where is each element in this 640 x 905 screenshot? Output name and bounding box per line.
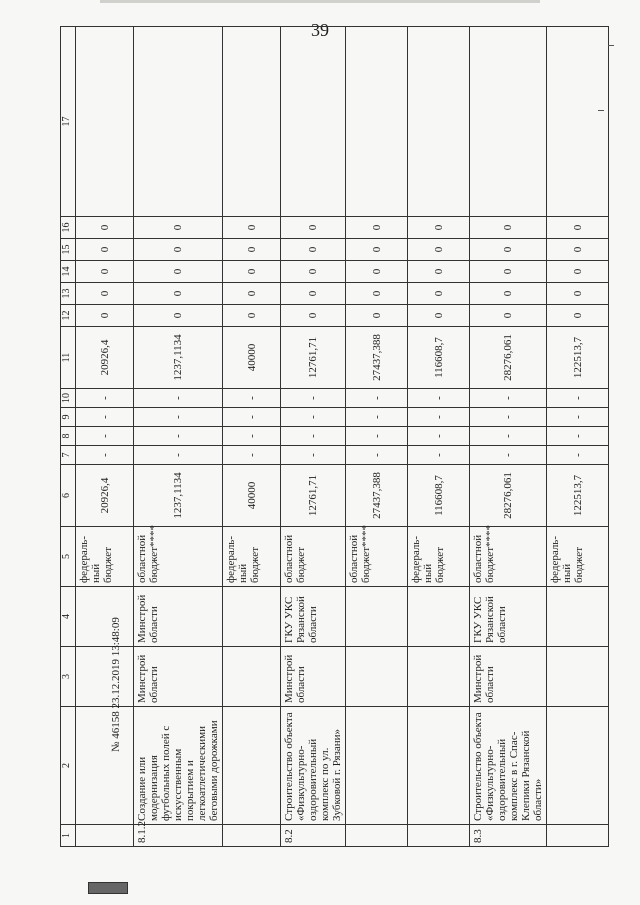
table-row [134, 27, 223, 847]
year-value-dash: - [134, 427, 223, 446]
column-number-16: 16 [61, 217, 76, 239]
year-value-zero: 0 [223, 217, 281, 239]
table-row [470, 27, 547, 847]
total-value: 12761,71 [281, 465, 346, 527]
event-name: Строительство объекта «Физкультурно-оздоровительный комплекс в г. Спас-Клепики Рязанской области» [470, 707, 547, 825]
year-value-zero: 0 [134, 283, 223, 305]
year-value-zero: 0 [547, 283, 609, 305]
year-value-dash: - [134, 389, 223, 408]
budget-table-container [60, 27, 640, 847]
year-value-zero: 0 [76, 239, 134, 261]
recipient [223, 587, 281, 647]
page-number: 39 [311, 20, 329, 40]
funding-source: областной бюджет**** [470, 527, 547, 587]
year-value-zero: 0 [281, 305, 346, 327]
year-value-dash: - [408, 446, 470, 465]
column-number-7: 7 [61, 446, 76, 465]
executor: Минстрой области [134, 647, 223, 707]
total-value: 27437,388 [346, 465, 408, 527]
funding-source: федераль- ный бюджет [547, 527, 609, 587]
year-value-dash: - [223, 427, 281, 446]
year-value-dash: - [547, 427, 609, 446]
year-value-dash: - [134, 408, 223, 427]
year-value-zero: 0 [223, 283, 281, 305]
executor [547, 647, 609, 707]
year-value-dash: - [470, 446, 547, 465]
column-number-12: 12 [61, 305, 76, 327]
year-value-dash: - [76, 408, 134, 427]
column-number-6: 6 [61, 465, 76, 527]
event-name [346, 707, 408, 825]
year-value-zero: 0 [547, 239, 609, 261]
year-value-zero: 0 [346, 217, 408, 239]
year-value-zero: 0 [134, 239, 223, 261]
year-value-zero: 0 [281, 261, 346, 283]
total-value: 116608,7 [408, 465, 470, 527]
year-value-dash: - [408, 389, 470, 408]
event-name: Строительство объекта «Физкультурно-оздоровительный комплекс по ул. Зубковой г. Рязани» [281, 707, 346, 825]
table-row [547, 27, 609, 847]
event-name [76, 707, 134, 825]
year-value-dash: - [547, 408, 609, 427]
total-value: 40000 [223, 465, 281, 527]
scan-mark [598, 110, 604, 111]
recipient [408, 587, 470, 647]
year-value-zero: 0 [281, 283, 346, 305]
year-value-dash: - [281, 446, 346, 465]
year-value-dash: - [223, 389, 281, 408]
funding-source: федераль- ный бюджет [408, 527, 470, 587]
executor [223, 647, 281, 707]
table-row [223, 27, 281, 847]
year-value-dash: - [547, 446, 609, 465]
column-number-13: 13 [61, 283, 76, 305]
year-value-dash: - [76, 389, 134, 408]
event-name [547, 707, 609, 825]
year-value-zero: 0 [470, 283, 547, 305]
row-number [223, 825, 281, 847]
year-value: 122513,7 [547, 327, 609, 389]
year-value-dash: - [346, 408, 408, 427]
recipient [346, 587, 408, 647]
funding-source: областной бюджет [281, 527, 346, 587]
column-number-2: 2 [61, 707, 76, 825]
column-17-empty [547, 27, 609, 217]
column-number-11: 11 [61, 327, 76, 389]
year-value-zero: 0 [76, 217, 134, 239]
total-value: 28276,061 [470, 465, 547, 527]
column-number-15: 15 [61, 239, 76, 261]
year-value-zero: 0 [76, 305, 134, 327]
year-value-zero: 0 [346, 283, 408, 305]
executor [346, 647, 408, 707]
column-number-17: 17 [61, 27, 76, 217]
year-value-dash: - [76, 446, 134, 465]
year-value-zero: 0 [470, 217, 547, 239]
column-number-9: 9 [61, 408, 76, 427]
row-number: 8.2 [281, 825, 346, 847]
year-value-zero: 0 [281, 217, 346, 239]
year-value-dash: - [134, 446, 223, 465]
year-value-dash: - [281, 408, 346, 427]
year-value-dash: - [408, 427, 470, 446]
row-number: 8.3 [470, 825, 547, 847]
year-value-dash: - [281, 427, 346, 446]
event-name [408, 707, 470, 825]
column-17-empty [470, 27, 547, 217]
year-value-dash: - [470, 408, 547, 427]
column-number-14: 14 [61, 261, 76, 283]
recipient [76, 587, 134, 647]
year-value: 27437,388 [346, 327, 408, 389]
year-value-dash: - [346, 446, 408, 465]
executor [408, 647, 470, 707]
executor [76, 647, 134, 707]
year-value-dash: - [346, 427, 408, 446]
year-value-dash: - [470, 389, 547, 408]
event-name: Создание или модернизация футбольных полей с искусственным покрытием и легкоатлетическими беговыми дорожками [134, 707, 223, 825]
scan-edge [100, 0, 540, 3]
table-row [76, 27, 134, 847]
year-value-dash: - [223, 408, 281, 427]
year-value-zero: 0 [470, 261, 547, 283]
year-value-dash: - [223, 446, 281, 465]
total-value: 1237,1134 [134, 465, 223, 527]
year-value: 1237,1134 [134, 327, 223, 389]
year-value-zero: 0 [470, 239, 547, 261]
year-value-dash: - [470, 427, 547, 446]
year-value: 28276,061 [470, 327, 547, 389]
executor: Минстрой области [470, 647, 547, 707]
column-number-3: 3 [61, 647, 76, 707]
recipient: Минстрой области [134, 587, 223, 647]
column-number-8: 8 [61, 427, 76, 446]
year-value-dash: - [76, 427, 134, 446]
year-value-zero: 0 [346, 305, 408, 327]
year-value-dash: - [281, 389, 346, 408]
total-value: 20926,4 [76, 465, 134, 527]
year-value-dash: - [408, 408, 470, 427]
row-number [76, 825, 134, 847]
year-value-zero: 0 [346, 261, 408, 283]
column-17-empty [223, 27, 281, 217]
year-value-zero: 0 [134, 217, 223, 239]
total-value: 122513,7 [547, 465, 609, 527]
table-row [346, 27, 408, 847]
year-value-zero: 0 [408, 239, 470, 261]
executor: Минстрой области [281, 647, 346, 707]
year-value-zero: 0 [547, 305, 609, 327]
year-value-zero: 0 [408, 283, 470, 305]
year-value-zero: 0 [223, 305, 281, 327]
year-value-dash: - [346, 389, 408, 408]
funding-source: областной бюджет**** [134, 527, 223, 587]
recipient [547, 587, 609, 647]
electronic-document-logo [88, 882, 128, 894]
year-value-zero: 0 [346, 239, 408, 261]
registration-stamp: № 46158 23.12.2019 13:48:09 [110, 617, 122, 752]
column-number-10: 10 [61, 389, 76, 408]
year-value-dash: - [547, 389, 609, 408]
column-number-4: 4 [61, 587, 76, 647]
recipient: ГКУ УКС Рязанской области [281, 587, 346, 647]
year-value-zero: 0 [408, 261, 470, 283]
column-number-1: 1 [61, 825, 76, 847]
year-value: 116608,7 [408, 327, 470, 389]
column-number-row [61, 27, 76, 847]
year-value-zero: 0 [547, 261, 609, 283]
row-number: 8.1.2 [134, 825, 223, 847]
row-number [547, 825, 609, 847]
column-17-empty [281, 27, 346, 217]
year-value-zero: 0 [547, 217, 609, 239]
funding-source: федераль- ный бюджет [223, 527, 281, 587]
column-17-empty [408, 27, 470, 217]
year-value-zero: 0 [134, 261, 223, 283]
column-17-empty [346, 27, 408, 217]
recipient: ГКУ УКС Рязанской области [470, 587, 547, 647]
year-value-zero: 0 [76, 261, 134, 283]
column-17-empty [134, 27, 223, 217]
year-value: 20926,4 [76, 327, 134, 389]
table-row [408, 27, 470, 847]
budget-table [60, 26, 609, 847]
year-value-zero: 0 [470, 305, 547, 327]
column-number-5: 5 [61, 527, 76, 587]
funding-source: областной бюджет**** [346, 527, 408, 587]
row-number [346, 825, 408, 847]
year-value-zero: 0 [281, 239, 346, 261]
year-value-zero: 0 [134, 305, 223, 327]
event-name [223, 707, 281, 825]
year-value-zero: 0 [223, 261, 281, 283]
year-value-zero: 0 [223, 239, 281, 261]
year-value: 40000 [223, 327, 281, 389]
year-value-zero: 0 [408, 305, 470, 327]
scan-mark [608, 45, 614, 46]
funding-source: федераль- ный бюджет [76, 527, 134, 587]
row-number [408, 825, 470, 847]
column-17-empty [76, 27, 134, 217]
year-value-zero: 0 [76, 283, 134, 305]
year-value-zero: 0 [408, 217, 470, 239]
table-row [281, 27, 346, 847]
year-value: 12761,71 [281, 327, 346, 389]
